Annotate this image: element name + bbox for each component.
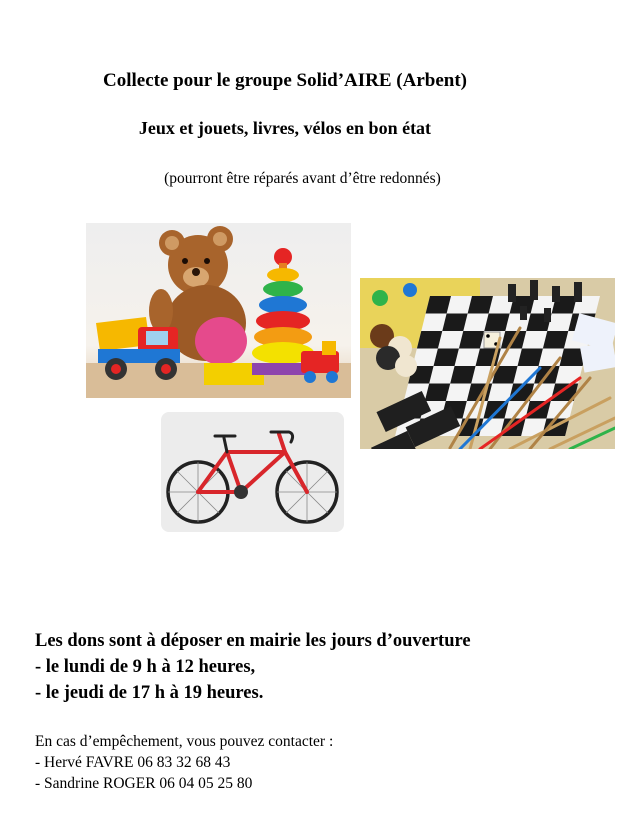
board-games-photo [360,278,615,449]
monday-hours: - le lundi de 9 h à 12 heures, [35,657,256,677]
deposit-line: Les dons sont à déposer en mairie les jours d’ouverture [35,631,471,651]
contact-intro: En cas d’empêchement, vous pouvez contacter : [35,733,334,750]
page-subtitle: Jeux et jouets, livres, vélos en bon état [138,118,432,138]
toys-photo [86,223,351,398]
opening-hours [35,628,471,706]
page-title: Collecte pour le groupe Solid’AIRE (Arbent) [103,70,467,91]
contact-section [35,731,333,794]
contact-person-1: - Hervé FAVRE 06 83 32 68 43 [35,754,231,771]
thursday-hours: - le jeudi de 17 h à 19 heures. [35,683,264,703]
bicycle-image [161,412,344,532]
contact-person-2: - Sandrine ROGER 06 04 05 25 80 [35,775,253,792]
repair-note: (pourront être réparés avant d’être redonnés) [164,170,441,187]
